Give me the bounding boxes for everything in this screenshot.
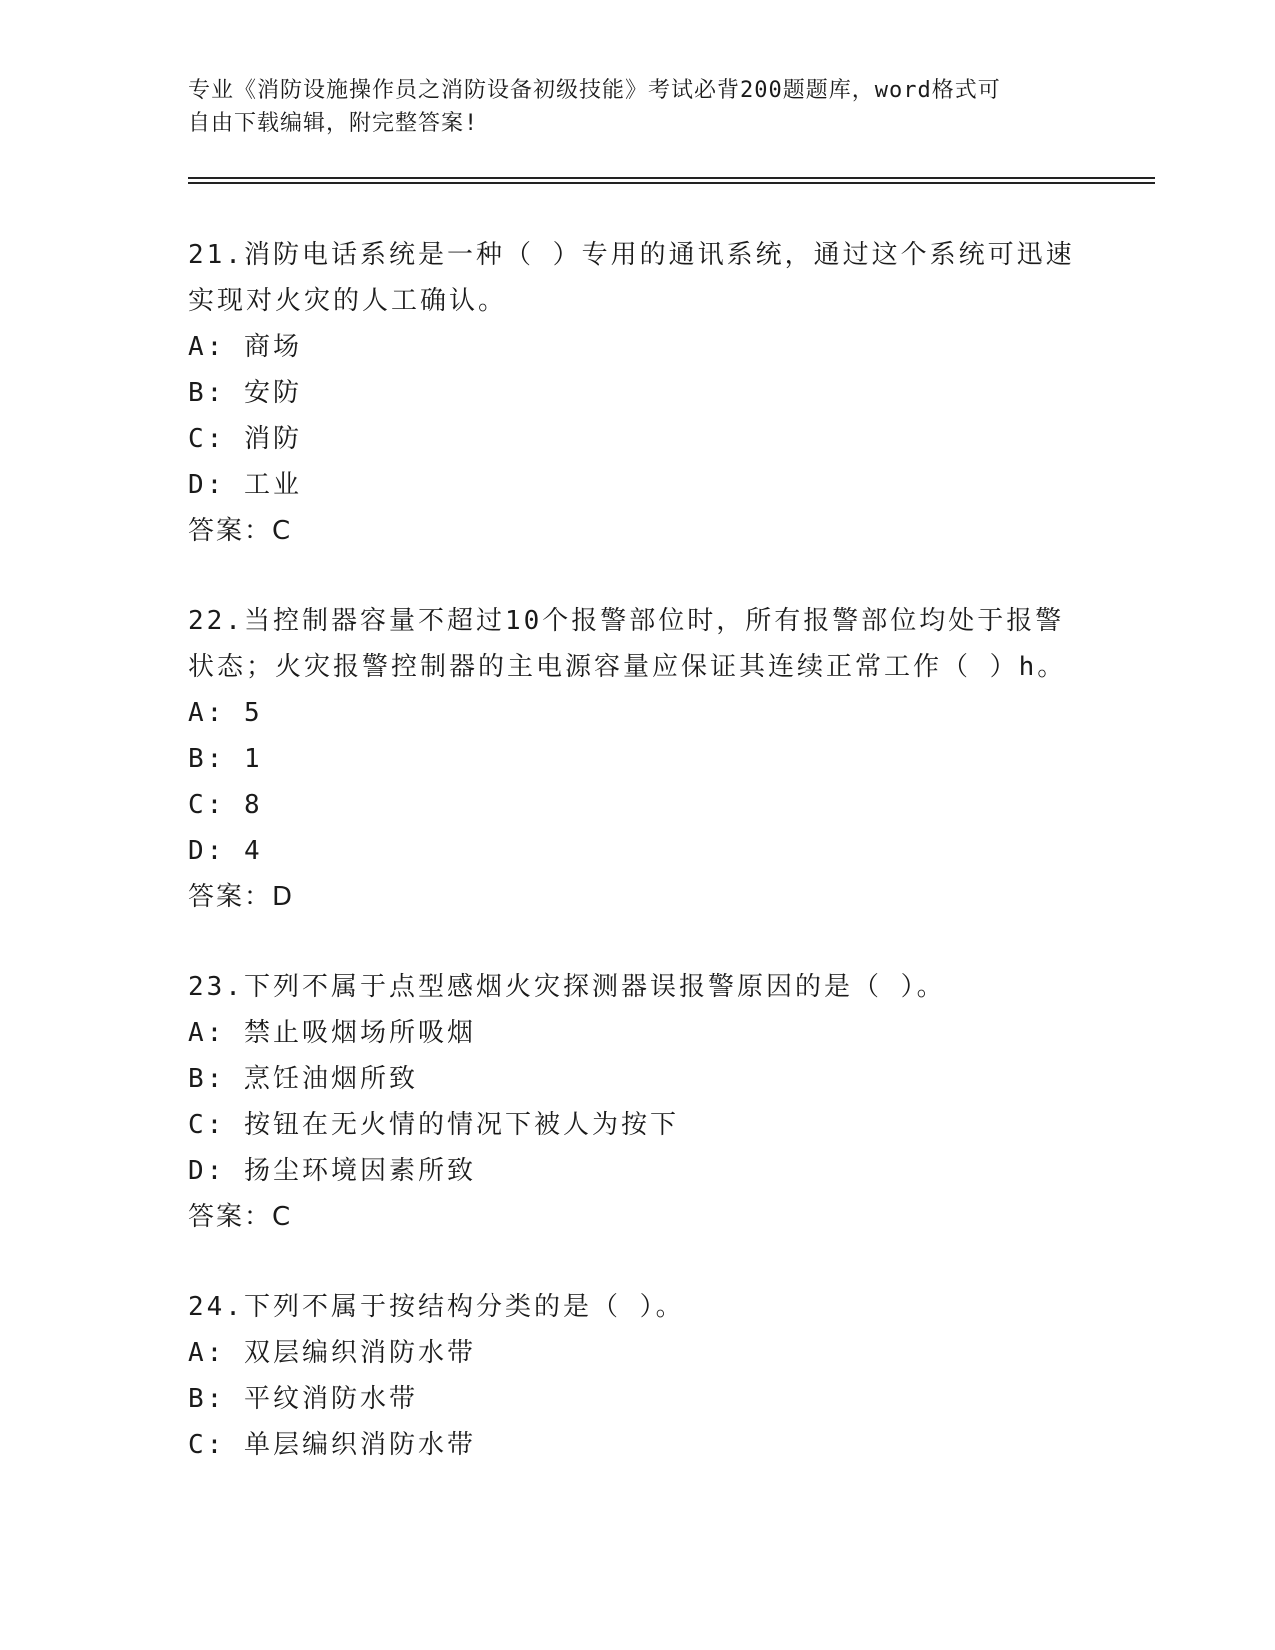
option-c: C: 8 [188,790,263,820]
option-c: C: 按钮在无火情的情况下被人为按下 [188,1110,679,1140]
header-divider-bottom [188,182,1155,184]
question-text [188,964,1088,1010]
question-22 [188,598,1088,920]
option-d: D: 扬尘环境因素所致 [188,1156,476,1186]
header-divider-top [188,177,1155,179]
document-header [188,74,1068,140]
option-a: A: 商场 [188,332,302,362]
header-line-2: 自由下载编辑，附完整答案! [188,111,479,136]
option-b: B: 安防 [188,378,302,408]
question-text-line-2: 实现对火灾的人工确认。 [188,286,508,316]
option-a: A: 双层编织消防水带 [188,1338,476,1368]
question-text-line-1: 24.下列不属于按结构分类的是（ ）。 [188,1292,685,1322]
question-text-line-1: 21.消防电话系统是一种（ ）专用的通讯系统，通过这个系统可迅速 [188,240,1075,270]
option-b: B: 1 [188,744,263,774]
option-a: A: 5 [188,698,263,728]
question-text [188,232,1088,324]
answer: 答案：C [188,1202,293,1232]
header-line-1: 专业《消防设施操作员之消防设备初级技能》考试必背200题题库，word格式可 [188,78,1001,103]
option-c: C: 消防 [188,424,302,454]
option-d: D: 4 [188,836,263,866]
option-b: B: 平纹消防水带 [188,1384,418,1414]
option-a: A: 禁止吸烟场所吸烟 [188,1018,476,1048]
question-23 [188,964,1088,1240]
option-d: D: 工业 [188,470,302,500]
answer: 答案：C [188,516,293,546]
question-text [188,598,1088,690]
question-list [188,232,1088,1512]
question-text-line-1: 23.下列不属于点型感烟火灾探测器误报警原因的是（ ）。 [188,972,946,1002]
question-text [188,1284,1088,1330]
question-text-line-1: 22.当控制器容量不超过10个报警部位时，所有报警部位均处于报警 [188,606,1065,636]
question-text-line-2: 状态；火灾报警控制器的主电源容量应保证其连续正常工作（ ）h。 [188,652,1067,682]
question-21 [188,232,1088,554]
question-24 [188,1284,1088,1468]
option-c: C: 单层编织消防水带 [188,1430,476,1460]
answer: 答案：D [188,882,295,912]
option-b: B: 烹饪油烟所致 [188,1064,418,1094]
